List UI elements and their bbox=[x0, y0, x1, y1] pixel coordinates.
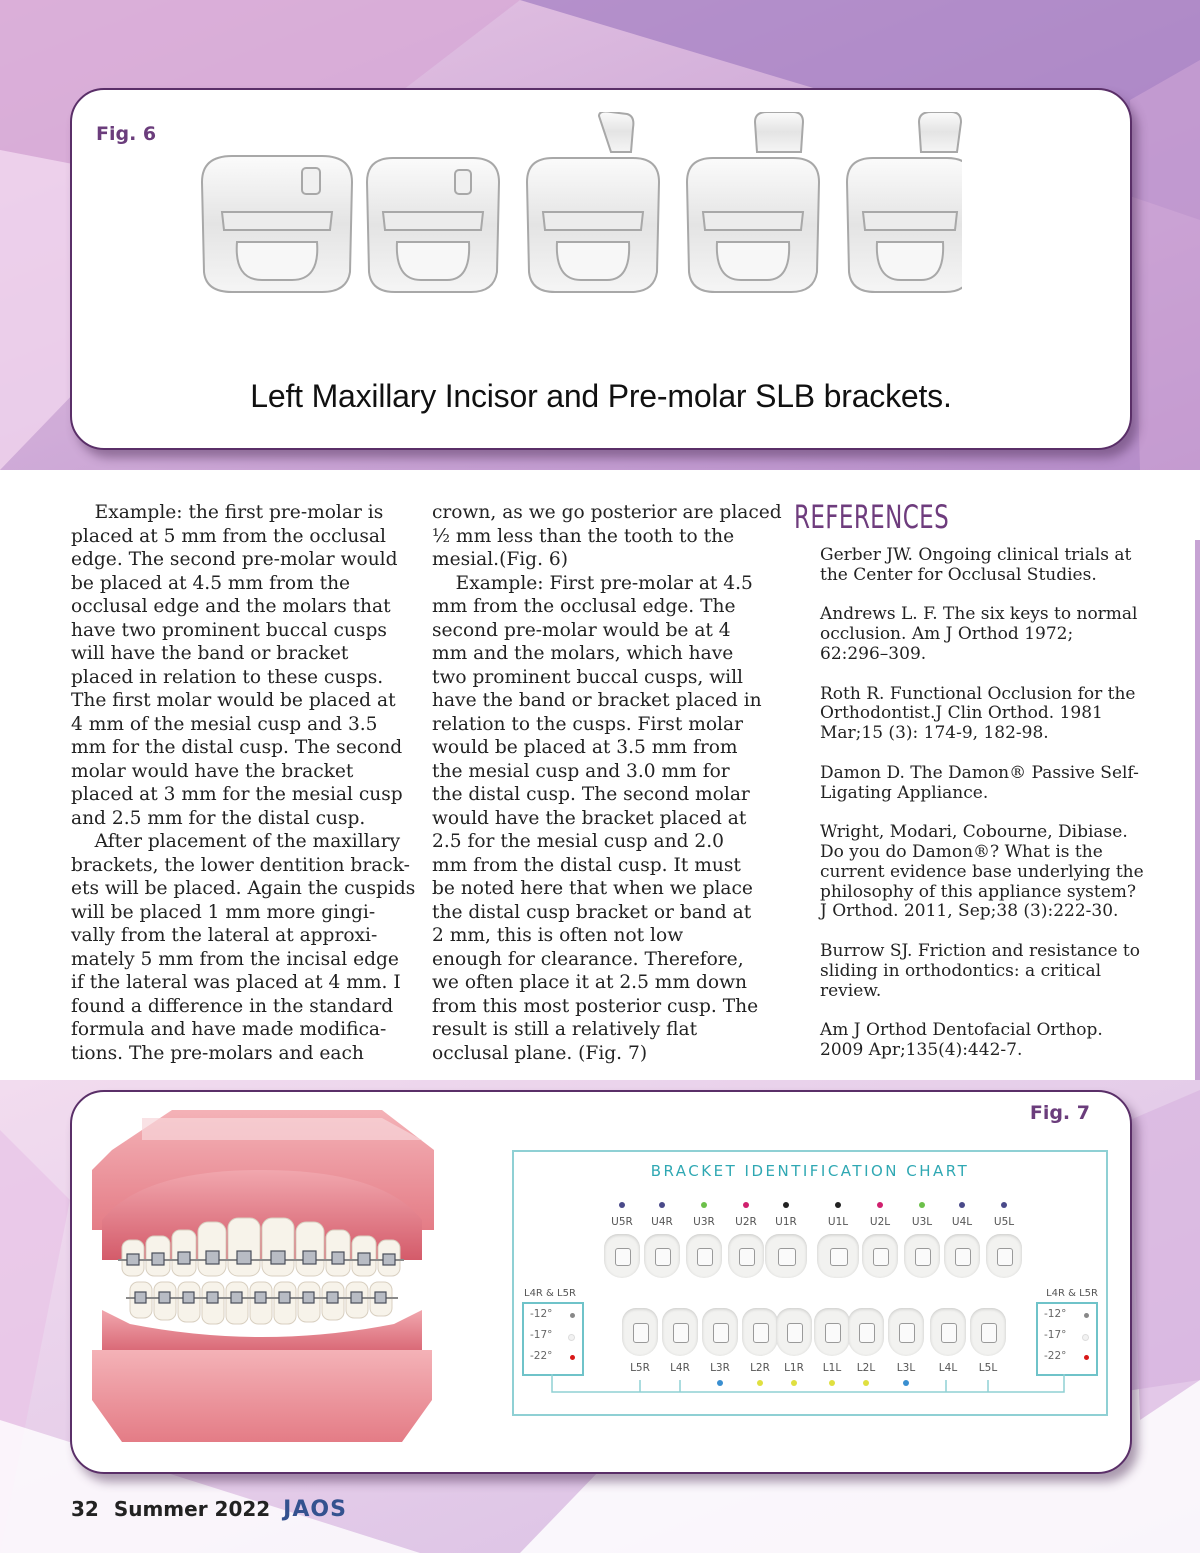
body-column-1 bbox=[71, 501, 416, 1065]
text-line: will be placed 1 mm more gingi- bbox=[71, 901, 376, 923]
references-list bbox=[820, 545, 1144, 1081]
tooth-label: L1R bbox=[784, 1362, 804, 1374]
text-line: mately 5 mm from the incisal edge bbox=[71, 948, 399, 970]
reference-line: Ligating Appliance. bbox=[820, 782, 989, 803]
reference-item bbox=[820, 1021, 1140, 1061]
text-line: have two prominent buccal cusps bbox=[71, 619, 387, 641]
journal-name: JAOS bbox=[283, 1497, 347, 1522]
reference-item bbox=[820, 685, 1140, 744]
reference-line: Am J Orthod Dentofacial Orthop. bbox=[820, 1020, 1103, 1041]
tooth-label: L5R bbox=[630, 1362, 650, 1374]
bracket-identification-chart bbox=[512, 1150, 1108, 1416]
issue-label: Summer 2022 bbox=[113, 1497, 271, 1521]
figure-6-panel bbox=[70, 88, 1132, 450]
text-line: relation to the cusps. First molar bbox=[432, 713, 743, 735]
tooth-label: U1L bbox=[827, 1216, 849, 1228]
text-line: 2 mm, this is often not low bbox=[432, 925, 684, 946]
text-line: enough for clearance. Therefore, bbox=[432, 948, 744, 970]
text-line: from this most posterior cusp. The bbox=[432, 995, 759, 1017]
chart-connector-lines bbox=[514, 1152, 1106, 1414]
reference-line: J Orthod. 2011, Sep;38 (3):222-30. bbox=[820, 901, 1119, 922]
text-line: 4 mm of the mesial cusp and 3.5 bbox=[71, 713, 378, 735]
text-line: mm from the occlusal edge. The bbox=[432, 596, 736, 617]
page-footer bbox=[71, 1497, 347, 1522]
tooth-label: U2R bbox=[735, 1216, 757, 1228]
tooth-label: U1R bbox=[775, 1216, 797, 1228]
tooth-label: L5L bbox=[978, 1362, 998, 1374]
bracket-3 bbox=[527, 112, 659, 292]
reference-item bbox=[820, 546, 1140, 586]
figure-7-label: Fig. 7 bbox=[1029, 1102, 1090, 1124]
tooth-label: L4R bbox=[670, 1362, 690, 1374]
bracket-5 bbox=[847, 112, 962, 292]
tooth-label: U3L bbox=[911, 1216, 933, 1228]
bracket-images bbox=[182, 112, 962, 312]
text-line: ets will be placed. Again the cuspids bbox=[71, 878, 416, 899]
text-line: mm for the distal cusp. The second bbox=[71, 737, 403, 758]
references-heading: REFERENCES bbox=[794, 498, 950, 536]
text-line: tions. The pre-molars and each bbox=[71, 1042, 364, 1064]
text-line: formula and have made modifica- bbox=[71, 1019, 387, 1040]
text-line: occlusal edge and the molars that bbox=[71, 596, 391, 617]
text-line: the distal cusp bracket or band at bbox=[432, 901, 752, 923]
torque-value: -12° bbox=[530, 1308, 553, 1320]
text-line: have the band or bracket placed in bbox=[432, 690, 762, 711]
text-line: brackets, the lower dentition brack- bbox=[71, 854, 410, 876]
reference-line: Andrews L. F. The six keys to normal bbox=[820, 604, 1138, 625]
text-line: molar would have the bracket bbox=[71, 760, 354, 782]
tooth-label: L3R bbox=[710, 1362, 730, 1374]
chart-title: BRACKET IDENTIFICATION CHART bbox=[650, 1162, 970, 1180]
reference-line: Burrow SJ. Friction and resistance to bbox=[820, 940, 1140, 961]
reference-line: Mar;15 (3): 174-9, 182-98. bbox=[820, 723, 1049, 744]
bracket-2 bbox=[367, 158, 499, 292]
text-line: Example: First pre-molar at 4.5 bbox=[432, 572, 753, 594]
dental-model-image bbox=[82, 1110, 442, 1450]
text-line: found a difference in the standard bbox=[71, 995, 394, 1017]
bracket-4 bbox=[687, 112, 819, 292]
torque-value: -22° bbox=[530, 1350, 553, 1362]
text-line: The first molar would be placed at bbox=[71, 690, 396, 711]
reference-line: Orthodontist.J Clin Orthod. 1981 bbox=[820, 703, 1103, 724]
reference-line: Do you do Damon®? What is the bbox=[820, 841, 1103, 862]
tooth-label: U3R bbox=[693, 1216, 715, 1228]
reference-line: Wright, Modari, Cobourne, Dibiase. bbox=[820, 822, 1128, 843]
torque-right-heading: L4R & L5R bbox=[1046, 1288, 1098, 1299]
text-line: be placed at 4.5 mm from the bbox=[71, 572, 351, 594]
torque-value: -17° bbox=[1044, 1329, 1067, 1341]
text-line: will have the band or bracket bbox=[71, 643, 349, 664]
reference-item bbox=[820, 605, 1140, 664]
text-line: mm and the molars, which have bbox=[432, 643, 734, 664]
text-line: placed in relation to these cusps. bbox=[71, 666, 384, 688]
text-line: ½ mm less than the tooth to the bbox=[432, 525, 735, 547]
reference-item bbox=[820, 764, 1140, 804]
reference-line: review. bbox=[820, 980, 882, 1001]
reference-line: occlusion. Am J Orthod 1972; bbox=[820, 624, 1074, 645]
text-line: edge. The second pre-molar would bbox=[71, 549, 398, 570]
text-line: would have the bracket placed at bbox=[432, 807, 747, 829]
text-line: After placement of the maxillary bbox=[71, 831, 401, 852]
torque-value: -22° bbox=[1044, 1350, 1067, 1362]
text-line: mesial.(Fig. 6) bbox=[432, 549, 568, 570]
text-line: crown, as we go posterior are placed bbox=[432, 502, 782, 523]
text-line: would be placed at 3.5 mm from bbox=[432, 737, 738, 758]
text-line: occlusal plane. (Fig. 7) bbox=[432, 1042, 648, 1064]
text-line: result is still a relatively flat bbox=[432, 1019, 698, 1040]
tooth-label: L2L bbox=[856, 1362, 876, 1374]
text-line: two prominent buccal cusps, will bbox=[432, 666, 743, 688]
text-line: the distal cusp. The second molar bbox=[432, 784, 750, 805]
text-line: the mesial cusp and 3.0 mm for bbox=[432, 760, 730, 782]
tooth-label: L4L bbox=[938, 1362, 958, 1374]
reference-item bbox=[820, 942, 1140, 1001]
tooth-label: U5L bbox=[993, 1216, 1015, 1228]
text-line: second pre-molar would be at 4 bbox=[432, 619, 731, 641]
tooth-label: U5R bbox=[611, 1216, 633, 1228]
text-line: vally from the lateral at approxi- bbox=[71, 925, 378, 946]
reference-line: current evidence base underlying the bbox=[820, 861, 1144, 882]
reference-line: Damon D. The Damon® Passive Self- bbox=[820, 762, 1139, 783]
text-line: we often place it at 2.5 mm down bbox=[432, 972, 747, 993]
tooth-label: U4L bbox=[951, 1216, 973, 1228]
tooth-label: L2R bbox=[750, 1362, 770, 1374]
text-line: placed at 3 mm for the mesial cusp bbox=[71, 784, 403, 805]
tooth-label: U4R bbox=[651, 1216, 673, 1228]
text-line: 2.5 for the mesial cusp and 2.0 bbox=[432, 831, 724, 852]
torque-left-heading: L4R & L5R bbox=[524, 1288, 576, 1299]
reference-line: philosophy of this appliance system? bbox=[820, 881, 1137, 902]
text-line: be noted here that when we place bbox=[432, 878, 753, 899]
reference-line: 2009 Apr;135(4):442-7. bbox=[820, 1039, 1023, 1060]
torque-value: -17° bbox=[530, 1329, 553, 1341]
figure-6-label: Fig. 6 bbox=[96, 123, 157, 145]
tooth-label: U2L bbox=[869, 1216, 891, 1228]
tooth-label: L3L bbox=[896, 1362, 916, 1374]
reference-item bbox=[820, 822, 1144, 922]
bracket-1 bbox=[202, 156, 352, 292]
figure-7-panel bbox=[70, 1090, 1132, 1474]
page-number: 32 bbox=[71, 1497, 99, 1521]
tooth-label: L1L bbox=[822, 1362, 842, 1374]
reference-line: sliding in orthodontics: a critical bbox=[820, 960, 1102, 981]
body-column-2 bbox=[432, 501, 782, 1065]
text-line: Example: the first pre-molar is bbox=[71, 502, 384, 523]
text-line: placed at 5 mm from the occlusal bbox=[71, 525, 386, 547]
reference-line: Gerber JW. Ongoing clinical trials at bbox=[820, 545, 1132, 565]
text-line: mm from the distal cusp. It must bbox=[432, 854, 741, 876]
text-line: and 2.5 mm for the distal cusp. bbox=[71, 807, 366, 829]
torque-value: -12° bbox=[1044, 1308, 1067, 1320]
reference-line: the Center for Occlusal Studies. bbox=[820, 564, 1097, 585]
reference-line: 62:296–309. bbox=[820, 643, 927, 664]
figure-6-caption: Left Maxillary Incisor and Pre-molar SLB brackets. bbox=[250, 378, 952, 414]
text-line: if the lateral was placed at 4 mm. I bbox=[71, 972, 401, 993]
reference-line: Roth R. Functional Occlusion for the bbox=[820, 683, 1136, 704]
